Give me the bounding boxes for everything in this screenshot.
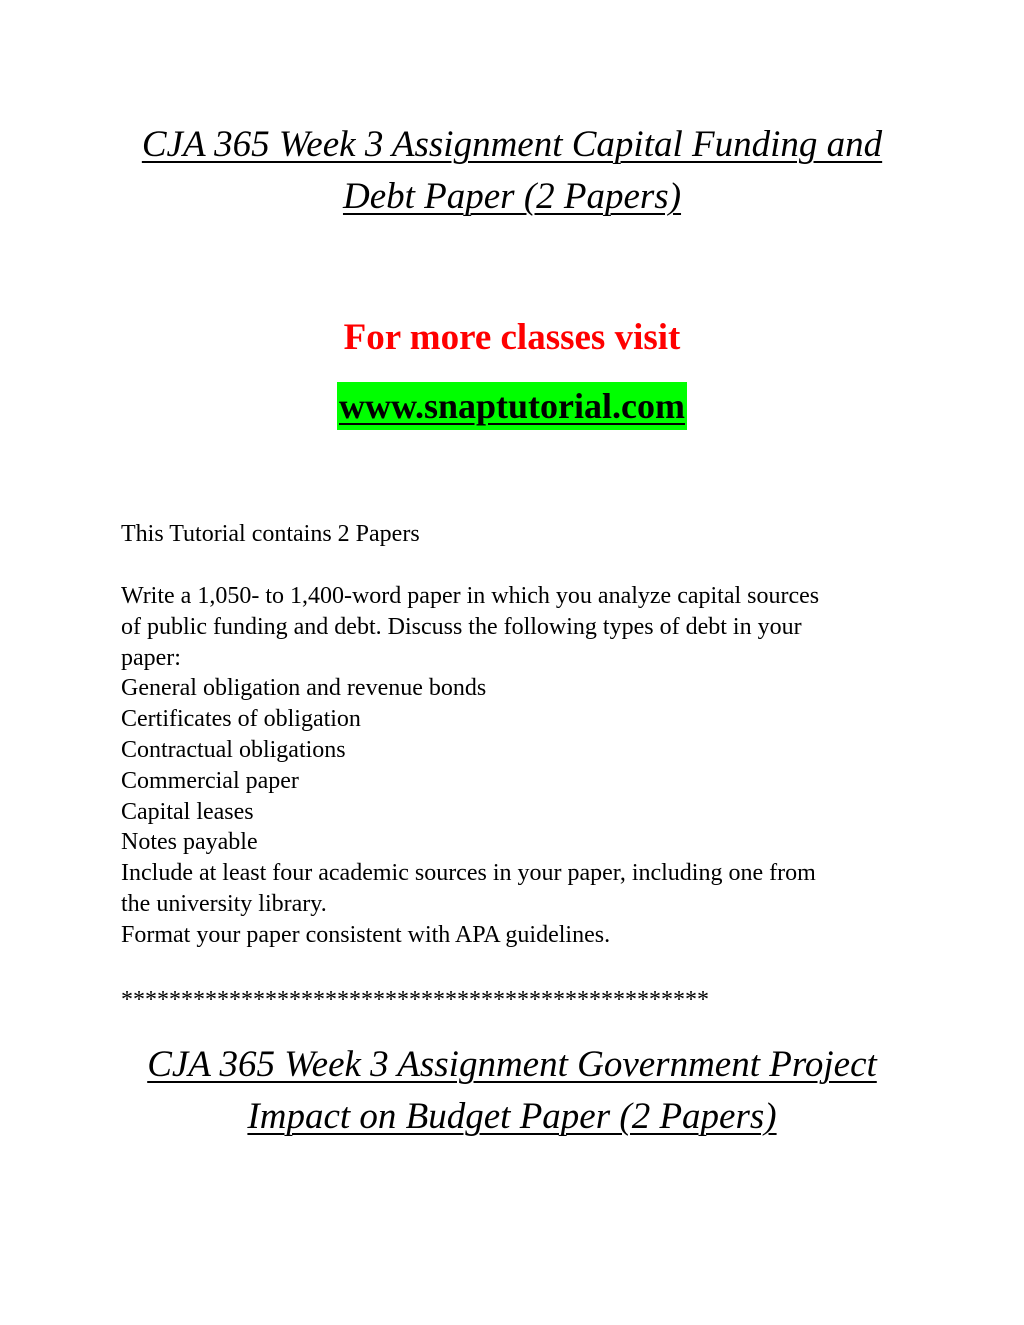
description-line: Format your paper consistent with APA guidelines.	[121, 921, 611, 948]
separator-stars: *************************************************	[121, 987, 709, 1013]
debt-type-item: Capital leases	[121, 798, 254, 825]
website-link[interactable]: www.snaptutorial.com	[337, 382, 687, 430]
assignment-description	[121, 581, 911, 951]
description-line: Write a 1,050- to 1,400-word paper in which you analyze capital sources	[121, 583, 820, 609]
intro-text: This Tutorial contains 2 Papers	[121, 521, 420, 547]
description-line: Include at least four academic sources in your paper, including one from	[121, 860, 816, 887]
debt-type-item: Certificates of obligation	[121, 706, 361, 733]
promo-text: For more classes visit	[343, 317, 681, 358]
assignment-title-1[interactable]	[0, 119, 1024, 223]
title-1-line-1[interactable]: CJA 365 Week 3 Assignment Capital Funding and	[141, 124, 883, 165]
title-2-line-2[interactable]: Impact on Budget Paper (2 Papers)	[247, 1096, 777, 1137]
title-2-line-1[interactable]: CJA 365 Week 3 Assignment Government Project	[147, 1044, 877, 1085]
title-1-line-2[interactable]: Debt Paper (2 Papers)	[342, 176, 682, 217]
debt-type-item: General obligation and revenue bonds	[121, 675, 487, 702]
debt-type-item: Commercial paper	[121, 767, 299, 794]
description-line: the university library.	[121, 890, 327, 917]
assignment-title-2[interactable]	[0, 1039, 1024, 1143]
description-line: paper:	[121, 644, 181, 671]
debt-type-item: Contractual obligations	[121, 736, 346, 763]
debt-type-item: Notes payable	[121, 829, 258, 856]
description-line: of public funding and debt. Discuss the following types of debt in your	[121, 613, 802, 640]
website-link-wrapper	[0, 382, 1024, 430]
